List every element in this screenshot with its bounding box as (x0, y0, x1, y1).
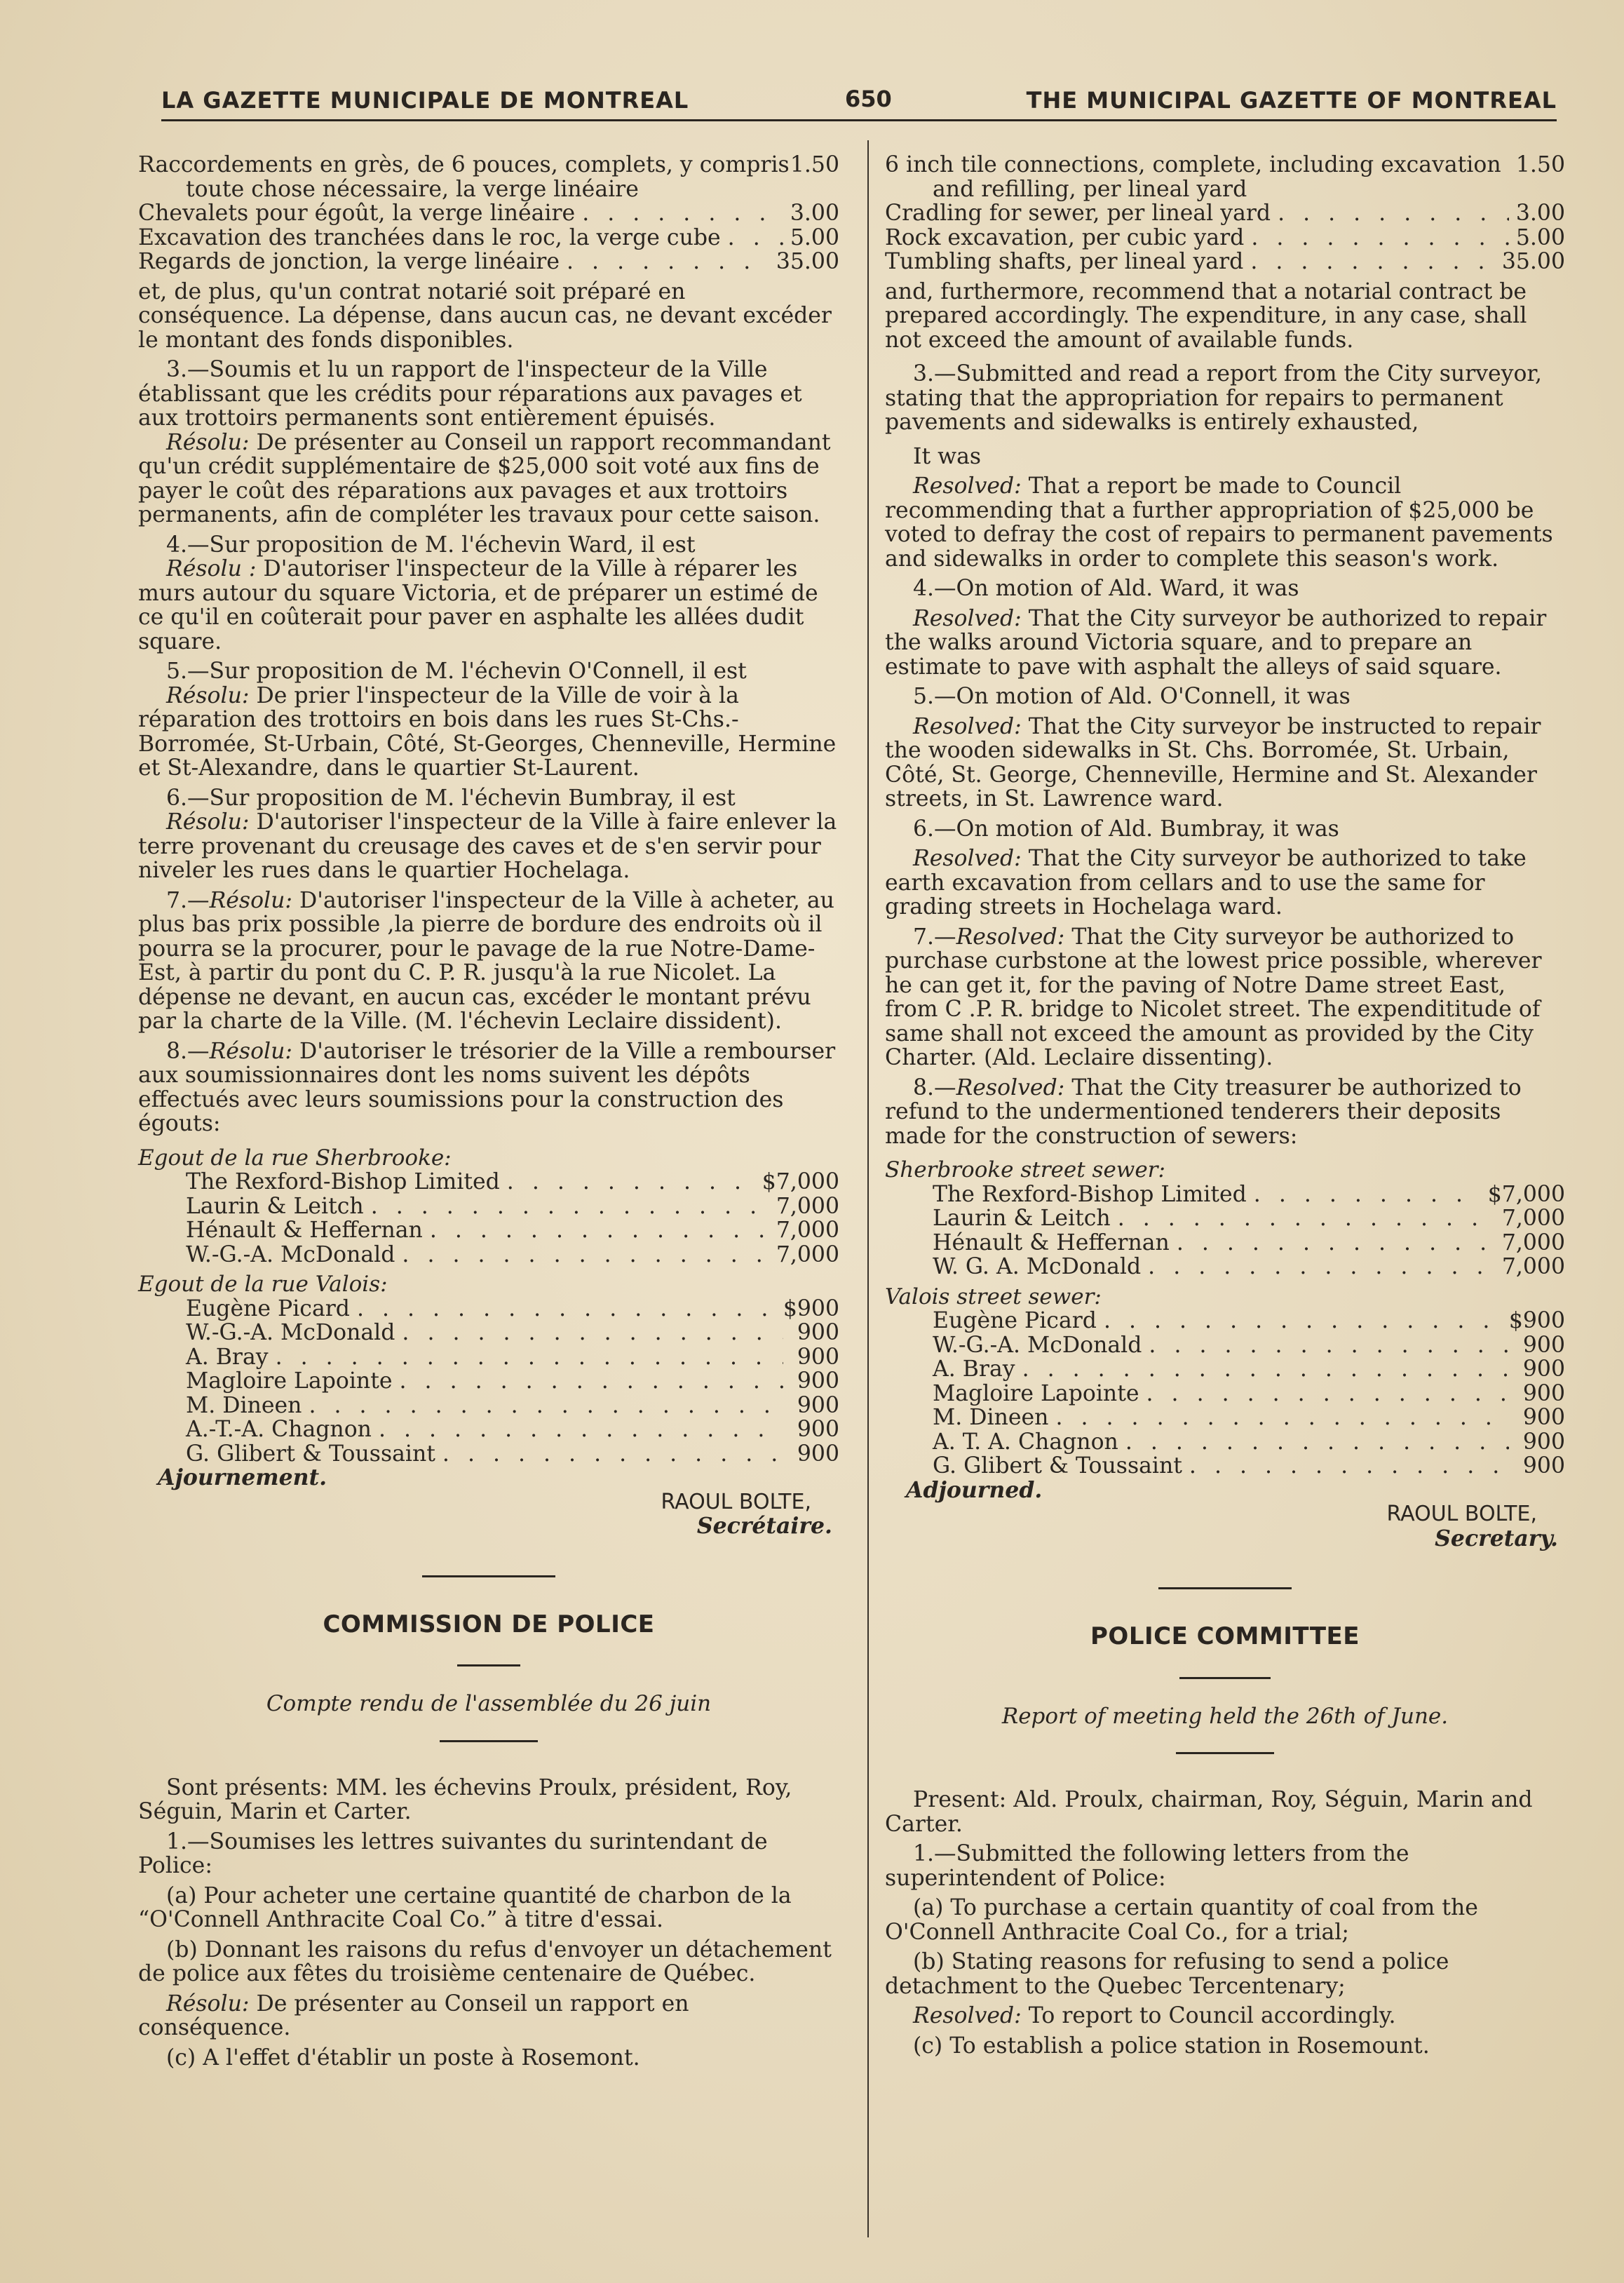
list-item: G. Glibert & Toussaint . . . 900 (186, 1442, 839, 1467)
adjourn-note: Ajournement. (158, 1464, 327, 1490)
list-item: W.-G.-A. McDonald . . . 900 (186, 1321, 839, 1345)
price-label: 6 inch tile connections, complete, including excavation and refilling, per lineal yard (885, 152, 1501, 202)
paragraph: 6.—Sur proposition de M. l'échevin Bumbray, il est (166, 785, 736, 811)
resolution: Résolu: De prier l'inspecteur de la Ville de voir à la réparation des trottoirs en bois dans les rues St-Chs.-Borromée, St-Urbain, Côté, St-Georges, Chenneville, Hermine et St-Alexandre, dans le quartier St-Laurent. (138, 682, 837, 781)
paragraph: and, furthermore, recommend that a notarial contract be prepared accordingly. The expenditure, in any case, shall not exceed the amount of available funds. (885, 278, 1527, 353)
resolution: Resolved: To report to Council accordingly. (913, 2003, 1396, 2028)
list-item: Magloire Lapointe . . . 900 (186, 1369, 839, 1394)
section-subtitle: Report of meeting held the 26th of June. (1001, 1703, 1449, 1729)
header-title-english: THE MUNICIPAL GAZETTE OF MONTREAL (1026, 87, 1557, 114)
price-item (885, 250, 1565, 274)
resolution: 8.—Résolu: D'autoriser le trésorier de la Ville a rembourser aux soumissionnaires dont les noms suivent les dépôts effectués avec leurs soumissions pour la construction des égouts: (138, 1038, 836, 1136)
signature-name: RAOUL BOLTE, (1386, 1502, 1537, 1526)
paragraph: (b) Stating reasons for refusing to send a police detachment to the Quebec Tercentenary; (885, 1949, 1449, 1999)
resolution: Resolved: That the City surveyor be instructed to repair the wooden sidewalks in St. Chs. Borromée, St. Urbain, Côté, St. George, Chenneville, Hermine and St. Alexander streets, in St. Lawrence ward. (885, 713, 1541, 811)
price-amount: 5.00 (790, 224, 839, 250)
paragraph: 3.—Soumis et lu un rapport de l'inspecteur de la Ville établissant que les crédits pour réparations aux pavages et aux trottoirs permanents sont entièrement épuisés. (138, 357, 802, 431)
price-amount: 3.00 (790, 201, 839, 226)
list-item: W.-G.-A. McDonald . . . 900 (933, 1333, 1565, 1358)
price-amount: 35.00 (776, 249, 839, 274)
paragraph: (c) To establish a police station in Rosemount. (913, 2033, 1430, 2059)
price-item (138, 226, 839, 250)
list-item: M. Dineen . . . 900 (186, 1394, 839, 1418)
paragraph: (c) A l'effet d'établir un poste à Rosemont. (166, 2045, 640, 2070)
resolution: 8.—Resolved: That the City treasurer be authorized to refund to the undermentioned tenderers their deposits made for the construction of sewers: (885, 1075, 1522, 1149)
list-item: Laurin & Leitch . . . 7,000 (186, 1194, 839, 1219)
column-divider (867, 140, 869, 2237)
price-amount: 3.00 (1515, 201, 1565, 226)
price-label: Cradling for sewer, per lineal yard (885, 201, 1271, 226)
resolution: Resolved: That the City surveyor be authorized to take earth excavation from cellars and to use the same for grading streets in Hochelaga ward. (885, 846, 1527, 920)
paragraph: 4.—On motion of Ald. Ward, it was (913, 576, 1299, 601)
paragraph: 1.—Submitted the following letters from the superintendent of Police: (885, 1841, 1409, 1891)
price-label: Raccordements en grès, de 6 pouces, complets, y compris toute chose nécessaire, la verge linéaire (138, 152, 790, 202)
signature-title: Secrétaire. (696, 1513, 832, 1539)
section-title: COMMISSION DE POLICE (323, 1610, 655, 1638)
paragraph: 1.—Soumises les lettres suivantes du surintendant de Police: (138, 1829, 768, 1878)
resolution: 7.—Resolved: That the City surveyor be authorized to purchase curbstone at the lowest price possible, wherever he can get it, for the paving of Notre Dame street East, from C .P. R. bridge to Nicolet street. The expendititude of same shall not exceed the amount as provided by the City Charter. (Ald. Leclaire dissenting). (885, 924, 1542, 1070)
page-header (161, 83, 1557, 125)
price-label: Rock excavation, per cubic yard (885, 224, 1245, 250)
resolution: 7.—Résolu: D'autoriser l'inspecteur de la Ville à acheter, au plus bas prix possible ,la pierre de bordure des endroits où il pourra se la procurer, pour le pavage de la rue Notre-Dame-Est, à partir du pont du C. P. R. jusqu'à la rue Nicolet. La dépense ne devant, en aucun cas, excéder le montant prévu par la charte de la Ville. (M. l'échevin Leclaire dissident). (138, 887, 834, 1034)
price-label: Tumbling shafts, per lineal yard (885, 249, 1244, 274)
list-heading: Egout de la rue Valois: (138, 1272, 388, 1297)
header-title-french: LA GAZETTE MUNICIPALE DE MONTREAL (161, 87, 689, 114)
list-item: A. Bray . . . 900 (933, 1357, 1565, 1382)
sherbrooke-list (138, 1170, 839, 1267)
price-amount: 5.00 (1515, 224, 1565, 250)
list-item: A. T. A. Chagnon . . . 900 (933, 1430, 1565, 1455)
list-item: Eugène Picard . . . $900 (186, 1297, 839, 1321)
paragraph: Present: Ald. Proulx, chairman, Roy, Séguin, Marin and Carter. (885, 1787, 1533, 1837)
list-item: Hénault & Heffernan . . . 7,000 (186, 1218, 839, 1243)
paragraph: (a) Pour acheter une certaine quantité de charbon de la “O'Connell Anthracite Coal Co.” à titre d'essai. (138, 1883, 792, 1932)
signature-title: Secretary. (1435, 1525, 1558, 1551)
list-heading: Sherbrooke street sewer: (885, 1157, 1165, 1183)
valois-list (138, 1297, 839, 1467)
paragraph: 3.—Submitted and read a report from the City surveyor, stating that the appropriation for repairs to permanent pavements and sidewalks is entirely exhausted, (885, 361, 1543, 435)
resolution: Resolved: That a report be made to Council recommending that a further appropriation of $25,000 be voted to defray the cost of repairs to permanent pavements and sidewalks in order to complete this season's work. (885, 473, 1553, 572)
price-label: Regards de jonction, la verge linéaire (138, 249, 560, 274)
price-item (885, 201, 1565, 226)
paragraph: 6.—On motion of Ald. Bumbray, it was (913, 816, 1339, 842)
price-item (885, 226, 1565, 250)
price-item (138, 201, 839, 226)
paragraph: (b) Donnant les raisons du refus d'envoyer un détachement de police aux fêtes du troisième centenaire de Québec. (138, 1937, 832, 1986)
page-number: 650 (845, 86, 892, 112)
list-item: Hénault & Heffernan . . . 7,000 (933, 1231, 1565, 1255)
list-item: Eugène Picard . . . $900 (933, 1309, 1565, 1333)
valois-list (885, 1309, 1565, 1479)
resolution: Résolu : D'autoriser l'inspecteur de la Ville à réparer les murs autour du square Victoria, et de préparer un estimé de ce qu'il en coûterait pour paver en asphalte les allées dudit square. (138, 556, 818, 654)
header-rule (161, 119, 1557, 121)
list-item: The Rexford-Bishop Limited . . . $7,000 (933, 1183, 1565, 1207)
price-amount: 1.50 (790, 152, 839, 177)
list-item: The Rexford-Bishop Limited . . . $7,000 (186, 1170, 839, 1194)
list-heading: Egout de la rue Sherbrooke: (138, 1145, 452, 1171)
price-amount: 35.00 (1501, 249, 1565, 274)
resolution: Résolu: De présenter au Conseil un rapport en conséquence. (138, 1991, 689, 2040)
paragraph: 5.—On motion of Ald. O'Connell, it was (913, 684, 1351, 709)
price-item (138, 250, 839, 274)
signature-name: RAOUL BOLTE, (661, 1489, 811, 1514)
list-item: G. Glibert & Toussaint . . . 900 (933, 1454, 1565, 1479)
paragraph: 5.—Sur proposition de M. l'échevin O'Connell, il est (166, 659, 747, 684)
list-item: W.-G.-A. McDonald . . . 7,000 (186, 1243, 839, 1267)
resolution: Resolved: That the City surveyor be authorized to repair the walks around Victoria square, and to prepare an estimate to pave with asphalt the alleys of said square. (885, 605, 1547, 680)
price-item (885, 153, 1565, 201)
price-item (138, 153, 839, 201)
french-column (138, 153, 839, 2070)
list-item: Laurin & Leitch . . . 7,000 (933, 1206, 1565, 1231)
list-heading: Valois street sewer: (885, 1284, 1102, 1309)
list-item: A. Bray . . . 900 (186, 1345, 839, 1370)
english-column (885, 153, 1565, 2058)
resolution: Résolu: De présenter au Conseil un rapport recommandant qu'un crédit supplémentaire de $25,000 soit voté aux fins de payer le coût des réparations aux pavages et aux trottoirs permanents, afin de compléter les travaux pour cette saison. (138, 429, 831, 527)
price-label: Chevalets pour égoût, la verge linéaire (138, 201, 576, 226)
adjourn-note: Adjourned. (906, 1476, 1043, 1503)
price-label: Excavation des tranchées dans le roc, la verge cube (138, 224, 721, 250)
paragraph: (a) To purchase a certain quantity of coal from the O'Connell Anthracite Coal Co., for a trial; (885, 1895, 1478, 1945)
paragraph: 4.—Sur proposition de M. l'échevin Ward, il est (166, 532, 696, 558)
paragraph: It was (913, 443, 982, 469)
paragraph: Sont présents: MM. les échevins Proulx, président, Roy, Séguin, Marin et Carter. (138, 1774, 792, 1824)
sherbrooke-list (885, 1183, 1565, 1279)
resolution: Résolu: D'autoriser l'inspecteur de la Ville à faire enlever la terre provenant du creusage des caves et de s'en servir pour niveler les rues dans le quartier Hochelaga. (138, 809, 837, 883)
paragraph: et, de plus, qu'un contrat notarié soit préparé en conséquence. La dépense, dans aucun cas, ne devant excéder le montant des fonds disponibles. (138, 278, 832, 353)
list-item: W. G. A. McDonald . . . 7,000 (933, 1255, 1565, 1279)
list-item: Magloire Lapointe . . . 900 (933, 1382, 1565, 1406)
list-item: A.-T.-A. Chagnon . . . 900 (186, 1417, 839, 1442)
list-item: M. Dineen . . . 900 (933, 1406, 1565, 1430)
section-subtitle: Compte rendu de l'assemblée du 26 juin (266, 1691, 712, 1716)
price-amount: 1.50 (1515, 152, 1565, 177)
section-title: POLICE COMMITTEE (1090, 1622, 1360, 1650)
